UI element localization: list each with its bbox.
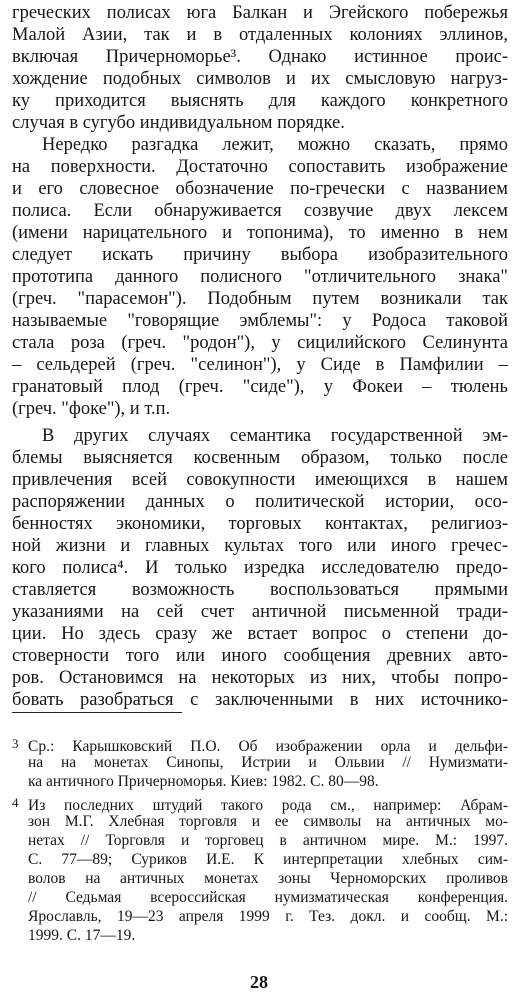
body-line: указаниями на сей счет античной письменной тради- [12,602,508,622]
footnote-4-line: С. 77—89; Суриков И.Е. К интерпретации хлебных сим- [28,851,508,868]
body-line: случая в сугубо индивидуальном порядке. [12,113,345,133]
body-line: блемы выясняется косвенным образом, только после [12,448,508,468]
body-line: – сельдерей (греч. "селинон"), у Сиде в Памфилии – [12,355,508,375]
body-line: включая Причерноморье³. Однако истинное проис- [12,47,508,67]
footnote-rule [12,712,182,713]
body-line: привлечения всей совокупности имеющихся в нашем [12,470,508,490]
footnote-4-line: // Седьмая всероссийская нумизматическая конференция. [28,889,508,906]
footnote-4-line: 1999. С. 17—19. [28,927,136,944]
body-line: прототипа данного полисного "отличительного знака" [12,267,508,287]
footnote-3-line [12,734,508,753]
footnote-4-line: нетах // Торговля и торговец в античном мире. М.: 1997. [28,832,508,849]
body-line: Нередко разгадка лежит, можно сказать, прямо [42,135,508,155]
body-line: Малой Азии, так и в отдаленных колониях эллинов, [12,25,508,45]
body-line: на поверхности. Достаточно сопоставить изображение [12,157,508,177]
page-number: 28 [250,972,268,992]
footnote-4-line [12,793,508,812]
body-line: бовать разобраться с заключенными в них источнико- [12,690,508,710]
footnote-text: Ср.: Карышковский П.О. Об изображении орла и дельфи- [28,738,508,755]
body-line: ной жизни и главных культах того или иного гречес- [12,536,508,556]
body-line: ку приходится выяснять для каждого конкретного [12,91,508,111]
body-line: хождение подобных символов и их смысловую нагруз- [12,69,508,89]
body-line: следует искать причину выбора изобразительного [12,245,508,265]
body-line: ции. Но здесь сразу же встает вопрос о степени до- [12,624,508,644]
body-line: кого полиса⁴. И только изредка исследователю предо- [12,558,508,578]
body-line: (греч. "фоке"), и т.п. [12,399,171,419]
footnote-mark: 4 [12,795,19,810]
body-line: стоверности того или иного сообщения древних авто- [12,646,508,666]
body-line: В других случаях семантика государственной эм- [42,426,508,446]
body-line: называемые "говорящие эмблемы": у Родоса таковой [12,311,508,331]
body-line: распоряжении данных о политической истории, осо- [12,492,508,512]
footnote-text: Из последних штудий такого рода см., например: Абрам- [28,797,508,814]
footnote-3-line: на на монетах Синопы, Истрии и Ольвии // Нумизмати- [28,754,508,771]
body-line: гранатовый плод (греч. "сиде"), у Фокеи – тюлень [12,377,508,397]
footnote-mark: 3 [12,736,19,751]
body-line: стала роза (греч. "родон"), у сицилийского Селинунта [12,333,508,353]
body-line: (имени нарицательного и топонима), то именно в нем [12,223,508,243]
body-line: греческих полисах юга Балкан и Эгейского побережья [12,3,508,23]
footnote-4-line: волов на античных монетах зоны Черноморских проливов [28,870,508,887]
body-line: бенностях экономики, торговых контактах, религиоз- [12,514,508,534]
body-line: полиса. Если обнаруживается созвучие двух лексем [12,201,508,221]
body-line: ров. Остановимся на некоторых из них, чтобы попро- [12,668,508,688]
body-line: и его словесное обозначение по-гречески с названием [12,179,508,199]
footnote-3-line: ка античного Причерноморья. Киев: 1982. С. 80—98. [28,773,379,790]
footnote-4-line: Ярославль, 19—23 апреля 1999 г. Тез. докл. и сообщ. М.: [28,908,508,925]
body-line: (греч. "парасемон"). Подобным путем возникали так [12,289,508,309]
footnote-4-line: зон М.Г. Хлебная торговля и ее символы на античных мо- [28,813,508,830]
body-line: ставляется возможность воспользоваться прямыми [12,580,508,600]
